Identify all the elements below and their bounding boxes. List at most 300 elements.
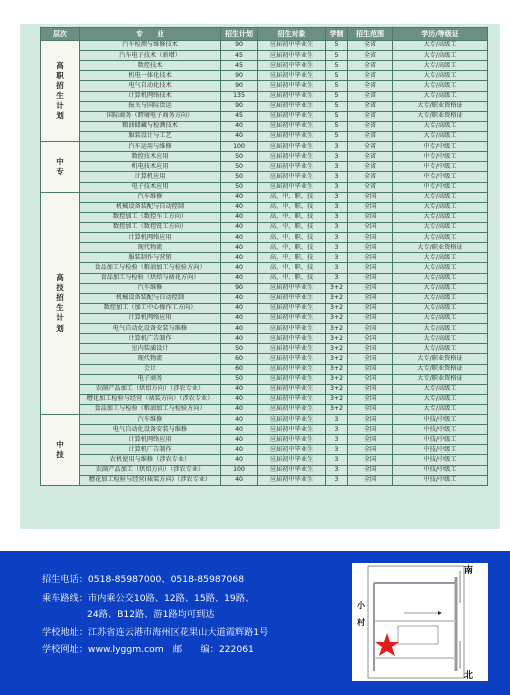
table-row <box>41 425 488 435</box>
diploma-cell: 中专/中级工 <box>393 162 488 172</box>
years-cell: 3+2 <box>326 324 348 334</box>
major-cell: 报关与国际货运 <box>80 101 221 111</box>
scope-cell: 全国 <box>348 233 393 243</box>
diploma-cell: 大专/高级工 <box>393 404 488 414</box>
scope-cell: 全国 <box>348 303 393 313</box>
years-cell: 3+2 <box>326 354 348 364</box>
major-cell: 机电一体化技术 <box>80 71 221 81</box>
major-cell: 电子技术应用 <box>80 182 221 192</box>
years-cell: 3 <box>326 435 348 445</box>
plan-cell: 45 <box>221 111 258 121</box>
target-cell: 应届初中毕业生 <box>258 71 326 81</box>
target-cell: 高、中、职、技 <box>258 233 326 243</box>
years-cell: 3 <box>326 233 348 243</box>
plan-cell: 100 <box>221 465 258 475</box>
plan-cell: 50 <box>221 182 258 192</box>
years-cell: 3 <box>326 273 348 283</box>
target-cell: 应届初中毕业生 <box>258 344 326 354</box>
bus-route-line: 乘车路线：市内乘公交10路、12路、15路、19路、 <box>42 593 255 604</box>
scope-cell: 全国 <box>348 344 393 354</box>
location-map <box>352 563 488 681</box>
table-row <box>41 394 488 404</box>
plan-cell: 90 <box>221 101 258 111</box>
diploma-cell: 大专/高级工 <box>393 91 488 101</box>
scope-cell: 全国 <box>348 394 393 404</box>
table-row <box>41 465 488 475</box>
plan-cell: 50 <box>221 374 258 384</box>
diploma-cell: 大专/职业资格证 <box>393 374 488 384</box>
scope-cell: 全国 <box>348 324 393 334</box>
scope-cell: 全国 <box>348 435 393 445</box>
target-cell: 应届初中毕业生 <box>258 172 326 182</box>
years-cell: 3+2 <box>326 384 348 394</box>
years-cell: 3+2 <box>326 374 348 384</box>
plan-cell: 40 <box>221 394 258 404</box>
table-header-row <box>41 28 488 41</box>
major-cell: 食品加工与检验（粮油加工与检验方向） <box>80 404 221 414</box>
years-cell: 3+2 <box>326 344 348 354</box>
diploma-cell: 中专/中级工 <box>393 172 488 182</box>
target-cell: 应届初中毕业生 <box>258 131 326 141</box>
target-cell: 应届初中毕业生 <box>258 61 326 71</box>
target-cell: 应届初中毕业生 <box>258 394 326 404</box>
diploma-cell: 大专/职业资格证 <box>393 243 488 253</box>
website-line: 学校网址：www.lyggm.com 邮 编：222061 <box>42 644 254 655</box>
diploma-cell: 大专/高级工 <box>393 202 488 212</box>
plan-cell: 60 <box>221 354 258 364</box>
scope-cell: 全国 <box>348 293 393 303</box>
compass-north-label: 北 <box>464 671 474 681</box>
years-cell: 3+2 <box>326 334 348 344</box>
scope-cell: 全省 <box>348 182 393 192</box>
major-cell: 数控技术应用 <box>80 152 221 162</box>
scope-cell: 全国 <box>348 364 393 374</box>
table-row <box>41 283 488 293</box>
target-cell: 应届初中毕业生 <box>258 91 326 101</box>
plan-cell: 40 <box>221 425 258 435</box>
major-cell: 数控加工（数控车工方向） <box>80 212 221 222</box>
scope-cell: 全省 <box>348 162 393 172</box>
years-cell: 3 <box>326 475 348 485</box>
table-row <box>41 344 488 354</box>
scope-cell: 全省 <box>348 61 393 71</box>
column-header: 招生对象 <box>258 28 326 41</box>
diploma-cell: 大专/高级工 <box>393 344 488 354</box>
plan-cell: 40 <box>221 131 258 141</box>
plan-cell: 40 <box>221 202 258 212</box>
years-cell: 3 <box>326 415 348 425</box>
target-cell: 高、中、职、技 <box>258 263 326 273</box>
years-cell: 3 <box>326 212 348 222</box>
scope-cell: 全省 <box>348 142 393 152</box>
major-cell: 汽车维修 <box>80 192 221 202</box>
table-row <box>41 41 488 51</box>
diploma-cell: 大专/高级工 <box>393 81 488 91</box>
scope-cell: 全国 <box>348 404 393 414</box>
table-row <box>41 415 488 425</box>
target-cell: 高、中、职、技 <box>258 253 326 263</box>
table-row <box>41 273 488 283</box>
plan-cell: 50 <box>221 162 258 172</box>
target-cell: 应届初中毕业生 <box>258 182 326 192</box>
diploma-cell: 大专/高级工 <box>393 131 488 141</box>
years-cell: 3+2 <box>326 303 348 313</box>
diploma-cell: 大专/高级工 <box>393 394 488 404</box>
plan-cell: 60 <box>221 364 258 374</box>
plan-cell: 45 <box>221 51 258 61</box>
column-header: 招生范围 <box>348 28 393 41</box>
level-label: 中 技 <box>41 415 80 486</box>
years-cell: 3 <box>326 162 348 172</box>
plan-cell: 90 <box>221 81 258 91</box>
plan-cell: 50 <box>221 344 258 354</box>
diploma-cell: 中专/中级工 <box>393 182 488 192</box>
scope-cell: 全省 <box>348 111 393 121</box>
plan-cell: 40 <box>221 415 258 425</box>
plan-cell: 40 <box>221 192 258 202</box>
scope-cell: 全国 <box>348 222 393 232</box>
years-cell: 5 <box>326 41 348 51</box>
years-cell: 5 <box>326 81 348 91</box>
diploma-cell: 大专/高级工 <box>393 71 488 81</box>
years-cell: 3 <box>326 142 348 152</box>
plan-cell: 90 <box>221 41 258 51</box>
column-header: 专 业 <box>80 28 221 41</box>
major-cell: 汽车维修 <box>80 283 221 293</box>
plan-cell: 40 <box>221 445 258 455</box>
level-label: 高 职 招 生 计 划 <box>41 41 80 142</box>
years-cell: 3 <box>326 263 348 273</box>
scope-cell: 全省 <box>348 121 393 131</box>
years-cell: 3 <box>326 243 348 253</box>
target-cell: 高、中、职、技 <box>258 192 326 202</box>
table-row <box>41 334 488 344</box>
plan-cell: 40 <box>221 334 258 344</box>
major-cell: 现代物流 <box>80 354 221 364</box>
target-cell: 应届初中毕业生 <box>258 384 326 394</box>
major-cell: 服装制作与营销 <box>80 253 221 263</box>
years-cell: 5 <box>326 51 348 61</box>
diploma-cell: 中技/中级工 <box>393 475 488 485</box>
years-cell: 3 <box>326 253 348 263</box>
table-row <box>41 354 488 364</box>
plan-cell: 50 <box>221 172 258 182</box>
major-cell: 食品加工与检验（粮油加工与检验方向） <box>80 263 221 273</box>
diploma-cell: 大专/高级工 <box>393 222 488 232</box>
years-cell: 5 <box>326 111 348 121</box>
plan-cell: 40 <box>221 435 258 445</box>
scope-cell: 全国 <box>348 455 393 465</box>
table-row <box>41 222 488 232</box>
years-cell: 5 <box>326 91 348 101</box>
target-cell: 应届初中毕业生 <box>258 111 326 121</box>
diploma-cell: 大专/高级工 <box>393 273 488 283</box>
scope-cell: 全国 <box>348 425 393 435</box>
target-cell: 应届初中毕业生 <box>258 415 326 425</box>
target-cell: 高、中、职、技 <box>258 222 326 232</box>
target-cell: 高、中、职、技 <box>258 243 326 253</box>
major-cell: 计算机网络应用 <box>80 233 221 243</box>
major-cell: 计算机网络应用 <box>80 435 221 445</box>
scope-cell: 全国 <box>348 374 393 384</box>
major-cell: 计算机应用 <box>80 172 221 182</box>
diploma-cell: 大专/职业资格证 <box>393 111 488 121</box>
diploma-cell: 大专/高级工 <box>393 192 488 202</box>
plan-cell: 40 <box>221 404 258 414</box>
diploma-cell: 大专/高级工 <box>393 324 488 334</box>
scope-cell: 全省 <box>348 71 393 81</box>
scope-cell: 全省 <box>348 81 393 91</box>
table-row <box>41 455 488 465</box>
table-row <box>41 182 488 192</box>
scope-cell: 全省 <box>348 152 393 162</box>
plan-cell: 40 <box>221 263 258 273</box>
major-cell: 糟花加工检验与经营(裱装方向)（涉农专业） <box>80 475 221 485</box>
years-cell: 5 <box>326 61 348 71</box>
diploma-cell: 中技/中级工 <box>393 425 488 435</box>
target-cell: 应届初中毕业生 <box>258 354 326 364</box>
diploma-cell: 大专/高级工 <box>393 283 488 293</box>
target-cell: 应届初中毕业生 <box>258 435 326 445</box>
table-row <box>41 91 488 101</box>
target-cell: 高、中、职、技 <box>258 212 326 222</box>
target-cell: 应届初中毕业生 <box>258 162 326 172</box>
major-cell: 食品加工与检验（烘焙与裱花方向） <box>80 273 221 283</box>
years-cell: 3+2 <box>326 313 348 323</box>
major-cell: 电气自动化设备安装与维修 <box>80 324 221 334</box>
diploma-cell: 中专/中级工 <box>393 152 488 162</box>
scope-cell: 全国 <box>348 253 393 263</box>
diploma-cell: 大专/高级工 <box>393 263 488 273</box>
target-cell: 应届初中毕业生 <box>258 313 326 323</box>
table-row <box>41 121 488 131</box>
target-cell: 应届初中毕业生 <box>258 324 326 334</box>
target-cell: 应届初中毕业生 <box>258 41 326 51</box>
table-row <box>41 435 488 445</box>
diploma-cell: 大专/高级工 <box>393 293 488 303</box>
table-row <box>41 233 488 243</box>
table-row <box>41 243 488 253</box>
years-cell: 3+2 <box>326 404 348 414</box>
phone-line: 招生电话：0518-85987000、0518-85987068 <box>42 574 245 585</box>
target-cell: 应届初中毕业生 <box>258 425 326 435</box>
major-cell: 计算机网络技术 <box>80 91 221 101</box>
target-cell: 应届初中毕业生 <box>258 121 326 131</box>
target-cell: 应届初中毕业生 <box>258 364 326 374</box>
table-row <box>41 101 488 111</box>
major-cell: 汽车维修 <box>80 415 221 425</box>
scope-cell: 全国 <box>348 313 393 323</box>
table-row <box>41 313 488 323</box>
diploma-cell: 大专/高级工 <box>393 41 488 51</box>
major-cell: 计算机广告制作 <box>80 334 221 344</box>
scope-cell: 全国 <box>348 263 393 273</box>
major-cell: 汽车检测与维修技术 <box>80 41 221 51</box>
years-cell: 3 <box>326 445 348 455</box>
plan-cell: 40 <box>221 455 258 465</box>
diploma-cell: 大专/职业资格证 <box>393 354 488 364</box>
target-cell: 应届初中毕业生 <box>258 445 326 455</box>
column-header: 招生计划 <box>221 28 258 41</box>
table-row <box>41 131 488 141</box>
table-row <box>41 162 488 172</box>
plan-cell: 90 <box>221 71 258 81</box>
plan-cell: 40 <box>221 121 258 131</box>
diploma-cell: 大专/高级工 <box>393 303 488 313</box>
table-row <box>41 263 488 273</box>
bus-route-line-2: 24路、B12路、游1路均可到达 <box>87 609 215 620</box>
plan-cell: 40 <box>221 475 258 485</box>
table-row <box>41 111 488 121</box>
scope-cell: 全省 <box>348 101 393 111</box>
table-row <box>41 152 488 162</box>
scope-cell: 全国 <box>348 475 393 485</box>
years-cell: 3 <box>326 465 348 475</box>
major-cell: 计算机广告制作 <box>80 445 221 455</box>
major-cell: 机械设备装配与自动控制 <box>80 202 221 212</box>
major-cell: 粮油储藏与检测技术 <box>80 121 221 131</box>
table-row <box>41 81 488 91</box>
diploma-cell: 大专/高级工 <box>393 51 488 61</box>
plan-cell: 40 <box>221 222 258 232</box>
scope-cell: 全省 <box>348 172 393 182</box>
level-label: 高 技 招 生 计 划 <box>41 192 80 414</box>
target-cell: 应届初中毕业生 <box>258 334 326 344</box>
plan-cell: 40 <box>221 293 258 303</box>
plan-cell: 40 <box>221 384 258 394</box>
plan-cell: 135 <box>221 91 258 101</box>
scope-cell: 全国 <box>348 243 393 253</box>
compass-south-label: 南 <box>464 566 474 576</box>
table-row <box>41 71 488 81</box>
major-cell: 国际商务（跨境电子商务方向） <box>80 111 221 121</box>
diploma-cell: 大专/高级工 <box>393 61 488 71</box>
years-cell: 3 <box>326 222 348 232</box>
village-label: 小村 <box>357 601 365 627</box>
enrollment-plan-table <box>40 27 488 486</box>
table-row <box>41 404 488 414</box>
years-cell: 5 <box>326 101 348 111</box>
table-row <box>41 303 488 313</box>
table-row <box>41 192 488 202</box>
table-row <box>41 364 488 374</box>
major-cell: 农副产品加工（烘焙方向）（涉农专业） <box>80 384 221 394</box>
target-cell: 应届初中毕业生 <box>258 142 326 152</box>
years-cell: 3+2 <box>326 364 348 374</box>
major-cell: 计算机网络应用 <box>80 313 221 323</box>
scope-cell: 全省 <box>348 91 393 101</box>
major-cell: 电子商务 <box>80 374 221 384</box>
scope-cell: 全国 <box>348 273 393 283</box>
plan-cell: 40 <box>221 233 258 243</box>
years-cell: 3 <box>326 182 348 192</box>
major-cell: 机械设备装配与自动控制 <box>80 293 221 303</box>
years-cell: 3+2 <box>326 394 348 404</box>
diploma-cell: 大专/高级工 <box>393 212 488 222</box>
years-cell: 3 <box>326 425 348 435</box>
target-cell: 应届初中毕业生 <box>258 404 326 414</box>
table-row <box>41 142 488 152</box>
major-cell: 农副产品加工（烘焙方向）（涉农专业） <box>80 465 221 475</box>
scope-cell: 全国 <box>348 334 393 344</box>
major-cell: 现代物流 <box>80 243 221 253</box>
column-header: 学制 <box>326 28 348 41</box>
target-cell: 应届初中毕业生 <box>258 81 326 91</box>
target-cell: 应届初中毕业生 <box>258 152 326 162</box>
years-cell: 3+2 <box>326 293 348 303</box>
diploma-cell: 大专/职业资格证 <box>393 101 488 111</box>
years-cell: 3+2 <box>326 283 348 293</box>
target-cell: 应届初中毕业生 <box>258 51 326 61</box>
target-cell: 应届初中毕业生 <box>258 465 326 475</box>
scope-cell: 全国 <box>348 445 393 455</box>
diploma-cell: 中技/中级工 <box>393 445 488 455</box>
scope-cell: 全省 <box>348 131 393 141</box>
major-cell: 汽车运用与维修 <box>80 142 221 152</box>
column-header: 学历/等级证 <box>393 28 488 41</box>
target-cell: 应届初中毕业生 <box>258 374 326 384</box>
level-label: 中 专 <box>41 142 80 193</box>
major-cell: 数控加工（加工中心操作工方向） <box>80 303 221 313</box>
diploma-cell: 大专/高级工 <box>393 253 488 263</box>
scope-cell: 全国 <box>348 384 393 394</box>
years-cell: 3 <box>326 192 348 202</box>
table-row <box>41 172 488 182</box>
target-cell: 高、中、职、技 <box>258 273 326 283</box>
table-row <box>41 202 488 212</box>
target-cell: 应届初中毕业生 <box>258 303 326 313</box>
major-cell: 电气自动化设备安装与维修 <box>80 425 221 435</box>
years-cell: 3 <box>326 202 348 212</box>
address-line: 学校地址：江苏省连云港市海州区花果山大道霞辉路1号 <box>42 627 269 638</box>
scope-cell: 全国 <box>348 415 393 425</box>
table-row <box>41 253 488 263</box>
target-cell: 应届初中毕业生 <box>258 101 326 111</box>
major-cell: 农机使用与维修（涉农专业） <box>80 455 221 465</box>
diploma-cell: 大专/高级工 <box>393 384 488 394</box>
scope-cell: 全国 <box>348 283 393 293</box>
table-row <box>41 324 488 334</box>
table-row <box>41 374 488 384</box>
diploma-cell: 中技/中级工 <box>393 415 488 425</box>
major-cell: 会计 <box>80 364 221 374</box>
major-cell: 机电技术应用 <box>80 162 221 172</box>
major-cell: 数控技术 <box>80 61 221 71</box>
target-cell: 应届初中毕业生 <box>258 455 326 465</box>
table-row <box>41 384 488 394</box>
plan-cell: 40 <box>221 273 258 283</box>
target-cell: 高、中、职、技 <box>258 202 326 212</box>
plan-cell: 50 <box>221 152 258 162</box>
target-cell: 应届初中毕业生 <box>258 283 326 293</box>
major-cell: 糟花加工检验与经营（裱装方向）（涉农专业） <box>80 394 221 404</box>
diploma-cell: 大专/高级工 <box>393 313 488 323</box>
scope-cell: 全国 <box>348 212 393 222</box>
plan-cell: 40 <box>221 313 258 323</box>
plan-cell: 45 <box>221 61 258 71</box>
major-cell: 汽车电子技术（新增） <box>80 51 221 61</box>
diploma-cell: 大专/高级工 <box>393 233 488 243</box>
scope-cell: 全省 <box>348 51 393 61</box>
plan-cell: 40 <box>221 303 258 313</box>
plan-cell: 40 <box>221 253 258 263</box>
column-header: 层次 <box>41 28 80 41</box>
major-cell: 服装设计与工艺 <box>80 131 221 141</box>
scope-cell: 全国 <box>348 202 393 212</box>
major-cell: 室内装潢设计 <box>80 344 221 354</box>
diploma-cell: 大专/高级工 <box>393 121 488 131</box>
table-row <box>41 51 488 61</box>
